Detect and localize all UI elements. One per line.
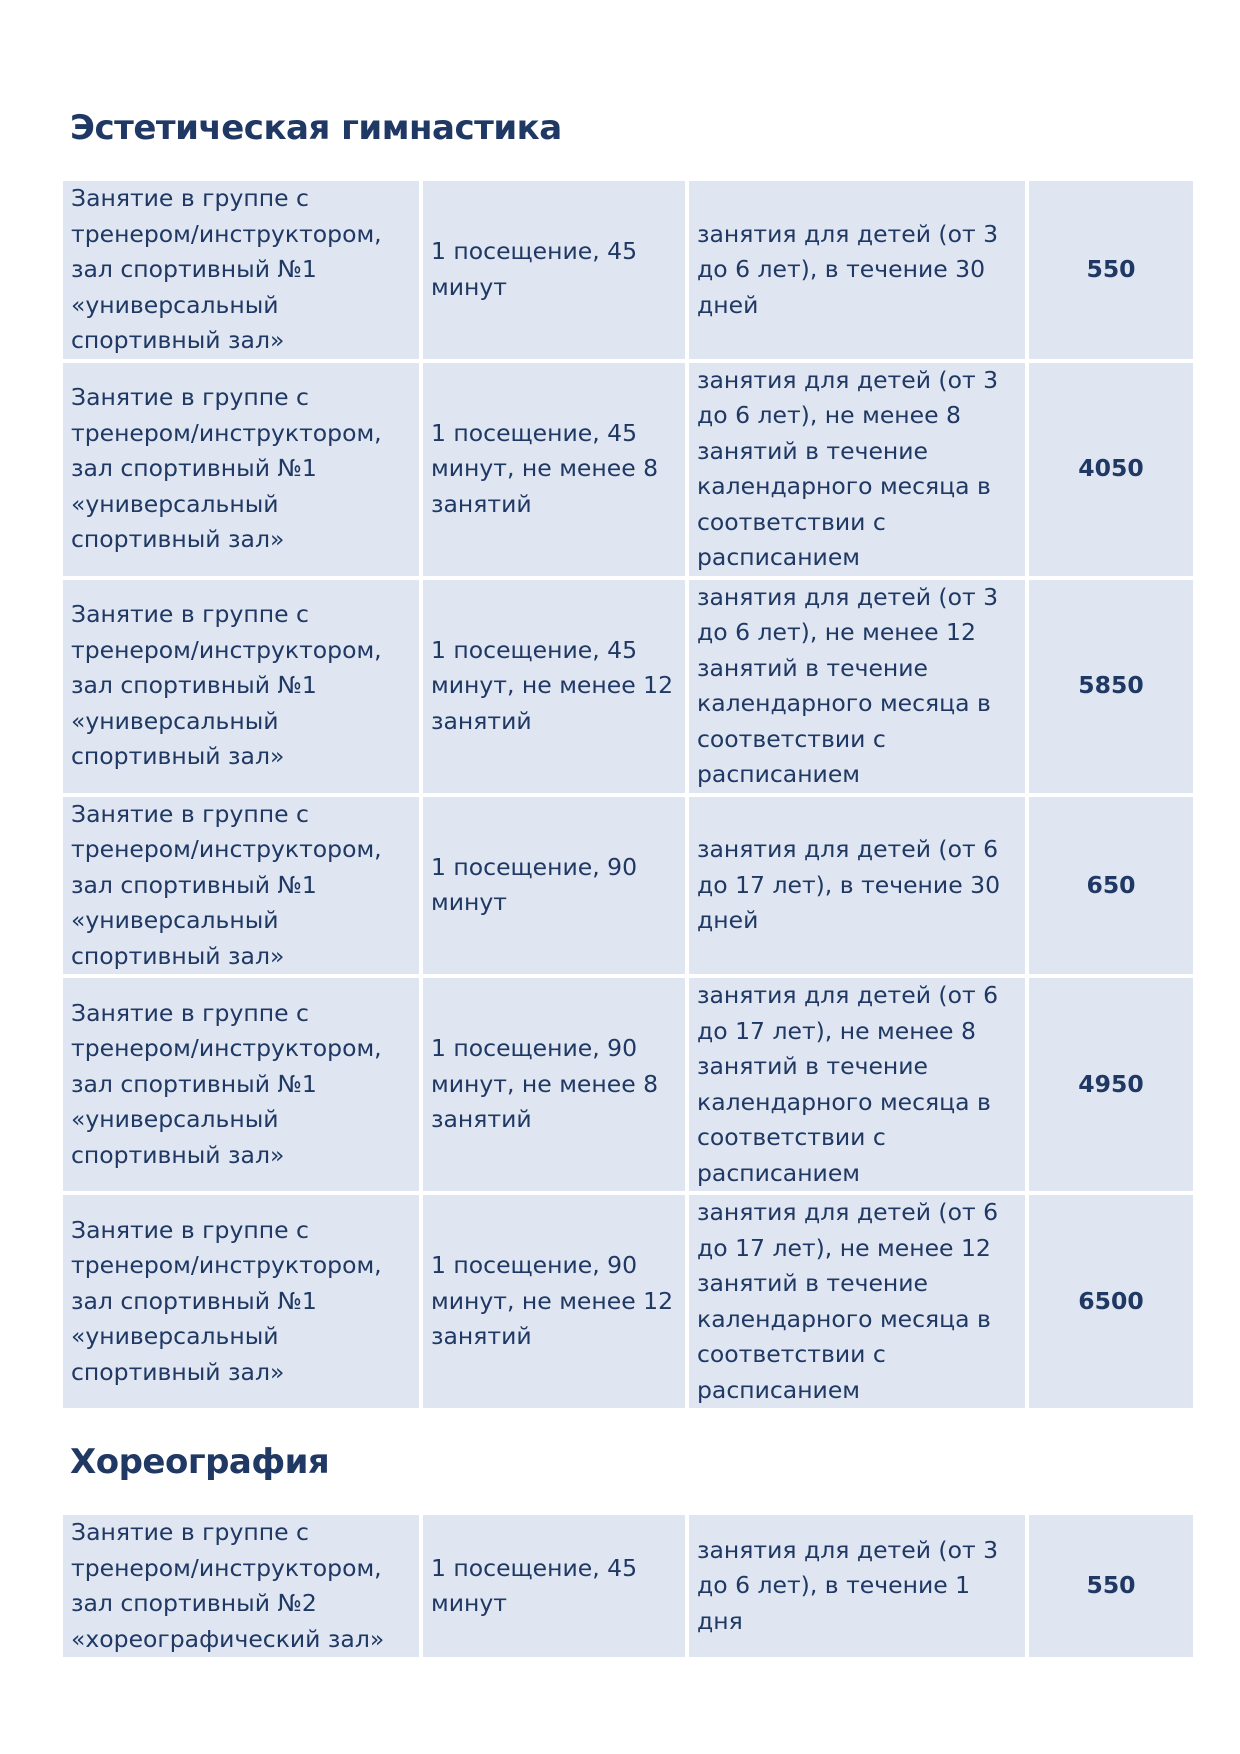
- price-cell: [1029, 1195, 1193, 1408]
- conditions-cell: [689, 363, 1025, 576]
- service-cell: [63, 1515, 419, 1657]
- table-row: [63, 580, 1193, 793]
- service-text: Занятие в группе с тренером/инструктором, зал спортивный №1 «универсальный спортивный зал»: [71, 998, 382, 1169]
- conditions-cell: [689, 1515, 1025, 1657]
- table-row: [63, 1515, 1193, 1657]
- table-row: [63, 181, 1193, 359]
- service-text: Занятие в группе с тренером/инструктором, зал спортивный №1 «универсальный спортивный зал»: [71, 799, 382, 970]
- conditions-text: занятия для детей (от 3 до 6 лет), в течение 30 дней: [697, 219, 999, 319]
- visit-cell: [423, 797, 685, 975]
- price-cell: [1029, 978, 1193, 1191]
- service-text: Занятие в группе с тренером/инструктором, зал спортивный №2 «хореографический зал»: [71, 1518, 385, 1653]
- table-row: [63, 1195, 1193, 1408]
- service-text: Занятие в группе с тренером/инструктором, зал спортивный №1 «универсальный спортивный зал»: [71, 383, 382, 554]
- price-text: 550: [1086, 1571, 1136, 1600]
- service-text: Занятие в группе с тренером/инструктором, зал спортивный №1 «универсальный спортивный зал»: [71, 600, 382, 771]
- conditions-cell: [689, 978, 1025, 1191]
- visit-cell: [423, 580, 685, 793]
- conditions-text: занятия для детей (от 3 до 6 лет), в течение 1 дня: [697, 1535, 999, 1635]
- price-cell: [1029, 1515, 1193, 1657]
- service-cell: [63, 1195, 419, 1408]
- conditions-cell: [689, 1195, 1025, 1408]
- visit-cell: [423, 1195, 685, 1408]
- conditions-cell: [689, 580, 1025, 793]
- section-title-choreography: Хореография: [70, 1442, 330, 1482]
- service-cell: [63, 181, 419, 359]
- section-title-aesthetic-gymnastics: Эстетическая гимнастика: [70, 108, 562, 148]
- table-row: [63, 978, 1193, 1191]
- visit-text: 1 посещение, 90 минут, не менее 12 занятий: [431, 1251, 674, 1351]
- table-row: [63, 797, 1193, 975]
- price-text: 550: [1086, 255, 1136, 283]
- price-text: 4950: [1078, 1069, 1144, 1098]
- price-cell: [1029, 181, 1193, 359]
- conditions-text: занятия для детей (от 6 до 17 лет), не менее 8 занятий в течение календарного месяца в соответствии с расписанием: [697, 981, 999, 1187]
- service-cell: [63, 797, 419, 975]
- conditions-text: занятия для детей (от 6 до 17 лет), не менее 12 занятий в течение календарного месяца в соответствии с расписанием: [697, 1198, 999, 1404]
- visit-cell: [423, 978, 685, 1191]
- service-cell: [63, 978, 419, 1191]
- price-table-choreography: [59, 1511, 1197, 1661]
- service-cell: [63, 363, 419, 576]
- conditions-cell: [689, 181, 1025, 359]
- visit-cell: [423, 181, 685, 359]
- visit-text: 1 посещение, 90 минут, не менее 8 занятий: [431, 1034, 659, 1134]
- visit-cell: [423, 1515, 685, 1657]
- price-table-aesthetic-gymnastics: [59, 177, 1197, 1412]
- service-text: Занятие в группе с тренером/инструктором, зал спортивный №1 «универсальный спортивный зал»: [71, 184, 382, 354]
- price-text: 650: [1086, 870, 1136, 899]
- service-cell: [63, 580, 419, 793]
- price-cell: [1029, 363, 1193, 576]
- visit-cell: [423, 363, 685, 576]
- visit-text: 1 посещение, 45 минут: [431, 237, 638, 301]
- price-text: 4050: [1078, 454, 1144, 483]
- price-cell: [1029, 797, 1193, 975]
- price-text: 5850: [1078, 671, 1144, 700]
- visit-text: 1 посещение, 90 минут: [431, 852, 638, 917]
- table-row: [63, 363, 1193, 576]
- conditions-text: занятия для детей (от 6 до 17 лет), в течение 30 дней: [697, 835, 1001, 934]
- service-text: Занятие в группе с тренером/инструктором, зал спортивный №1 «универсальный спортивный зал»: [71, 1215, 382, 1386]
- conditions-text: занятия для детей (от 3 до 6 лет), не менее 12 занятий в течение календарного месяца в соответствии с расписанием: [697, 582, 999, 788]
- visit-text: 1 посещение, 45 минут, не менее 8 занятий: [431, 418, 659, 518]
- price-text: 6500: [1078, 1286, 1144, 1315]
- conditions-cell: [689, 797, 1025, 975]
- price-cell: [1029, 580, 1193, 793]
- conditions-text: занятия для детей (от 3 до 6 лет), не менее 8 занятий в течение календарного месяца в соответствии с расписанием: [697, 365, 999, 571]
- visit-text: 1 посещение, 45 минут, не менее 12 занятий: [431, 635, 674, 735]
- visit-text: 1 посещение, 45 минут: [431, 1553, 638, 1617]
